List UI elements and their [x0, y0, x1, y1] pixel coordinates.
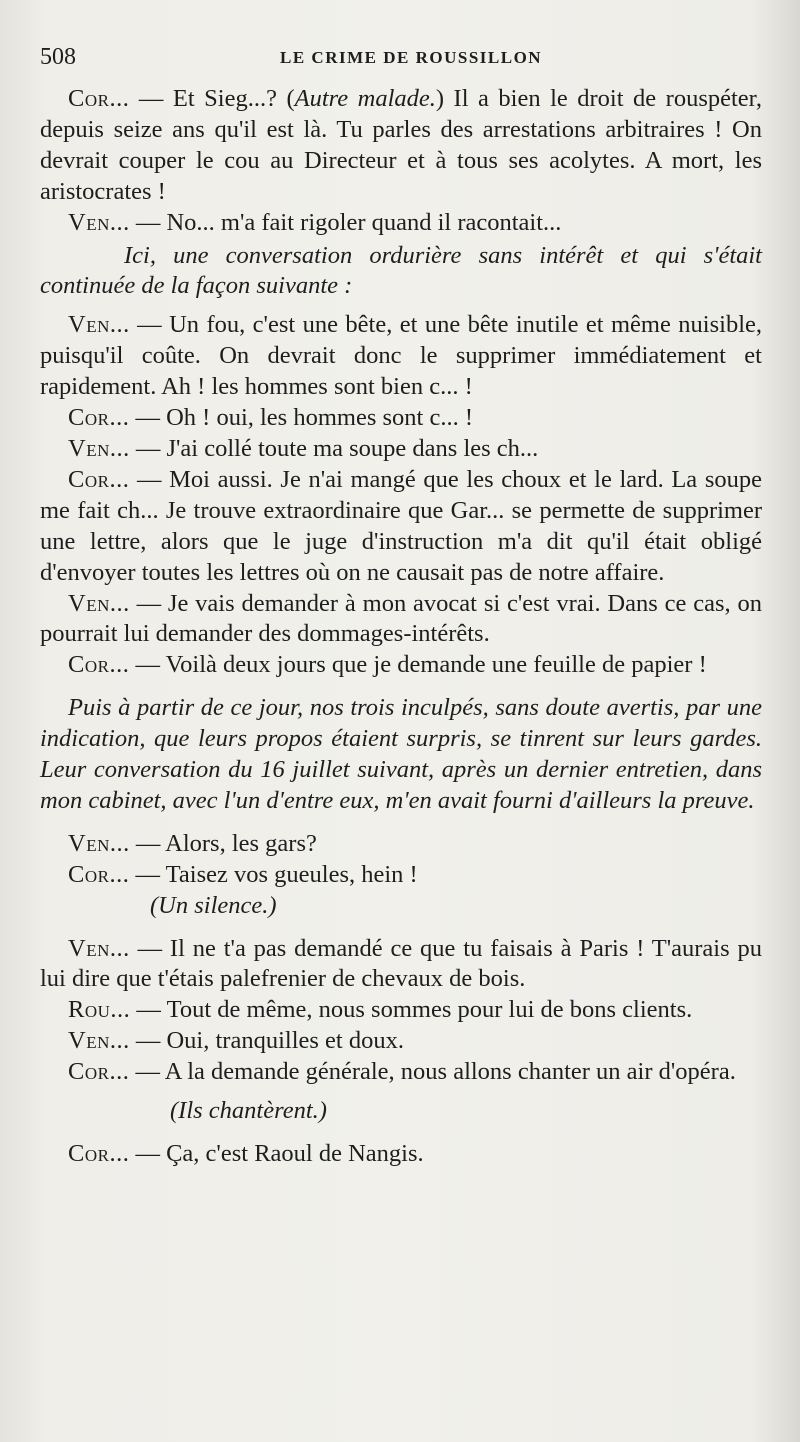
speaker: Ven...: [68, 589, 130, 617]
speaker: Cor...: [68, 651, 130, 679]
page-header: [40, 40, 760, 76]
dialogue-line: [40, 650, 762, 681]
speaker: Ven...: [68, 208, 130, 236]
stage-direction: (Ils chantèrent.): [170, 1097, 327, 1125]
dialogue-line: [40, 860, 762, 891]
spacer: [40, 1127, 762, 1139]
speaker: Ven...: [68, 1027, 130, 1055]
stage-direction: Ici, une conversation ordurière sans intérêt et qui s'était continuée de la façon suivante :: [40, 241, 762, 300]
dialogue-line: [40, 208, 762, 239]
line-text: — Tout de même, nous sommes pour lui de bons clients.: [130, 996, 693, 1024]
speaker: Cor...: [68, 85, 130, 112]
speaker: Cor...: [68, 465, 130, 493]
dialogue-line: [40, 403, 762, 434]
running-title: LE CRIME DE ROUSSILLON: [280, 48, 543, 67]
dialogue-line: [40, 84, 762, 208]
dialogue-line: [40, 465, 762, 589]
dialogue-line: [40, 1139, 762, 1170]
dialogue-line: [40, 1026, 762, 1057]
speaker: Cor...: [68, 1140, 130, 1167]
speaker: Cor...: [68, 404, 130, 432]
speaker: Ven...: [68, 934, 130, 962]
line-text: — Je vais demander à mon avocat si c'est vrai. Dans ce cas, on pourrait lui demander des dommages-intérêts.: [40, 589, 762, 648]
line-text: — Ça, c'est Raoul de Nangis.: [129, 1140, 424, 1167]
speaker: Rou...: [68, 996, 131, 1024]
dialogue-line: [40, 829, 762, 860]
spacer: [40, 1088, 762, 1096]
line-text: — Taisez vos gueules, hein !: [129, 860, 418, 888]
line-text: — Un fou, c'est une bête, et une bête inutile et même nuisible, puisqu'il coûte. On devrait donc le supprimer immédiatement et rapidement. Ah ! les hommes sont bien c... !: [40, 311, 762, 401]
dialogue-line: [40, 995, 762, 1026]
dialogue-line: [40, 589, 762, 651]
spacer: [40, 817, 762, 829]
spacer: [40, 681, 762, 693]
spacer: [40, 922, 762, 934]
speaker: Cor...: [68, 860, 130, 888]
stage-direction: (Un silence.): [150, 891, 277, 919]
line-text: — Oh ! oui, les hommes sont c... !: [129, 404, 473, 432]
speaker: Ven...: [68, 829, 130, 857]
line-text: — Oui, tranquilles et doux.: [129, 1027, 404, 1055]
speaker: Ven...: [68, 311, 130, 339]
line-text: — Moi aussi. Je n'ai mangé que les choux et le lard. La soupe me fait ch... Je trouve extraordinaire que Gar... se permette de supprimer une lettre, alors que le juge d'instruction m'a dit qu'il était obligé d'envoyer toutes les lettres où on ne causait pas de notre affaire.: [40, 465, 762, 586]
line-text: — A la demande générale, nous allons chanter un air d'opéra.: [129, 1058, 736, 1086]
line-text: — Et Sieg...? (: [129, 85, 295, 112]
line-text: — Voilà deux jours que je demande une feuille de papier !: [129, 651, 707, 679]
line-text: — No... m'a fait rigoler quand il racontait...: [129, 208, 562, 236]
dialogue-line: [40, 434, 762, 465]
speaker: Ven...: [68, 434, 130, 462]
stage-direction: Puis à partir de ce jour, nos trois inculpés, sans doute avertis, par une indication, que leurs propos étaient surpris, se tinrent sur leurs gardes. Leur conversation du 16 juillet suivant, après un dernier entretien, dans mon cabinet, avec l'un d'entre eux, m'en avait fourni d'ailleurs la preuve.: [40, 694, 762, 814]
page-number: 508: [40, 44, 76, 70]
stage-direction-inline: Autre malade.: [294, 85, 436, 112]
line-text: ) Il a bien le droit de rouspéter, depuis seize ans qu'il est là. Tu parles des arrestations arbitraires ! On devrait couper le cou au Directeur et à tous ses acolytes. A mort, les aristocrates !: [40, 85, 762, 205]
dialogue-line: [40, 310, 762, 403]
dialogue-line: [40, 934, 762, 996]
spacer: [40, 302, 762, 310]
line-text: — Il ne t'a pas demandé ce que tu faisais à Paris ! T'aurais pu lui dire que t'étais palefrenier de chevaux de bois.: [40, 934, 762, 993]
dialogue-line: [40, 1057, 762, 1088]
line-text: — J'ai collé toute ma soupe dans les ch...: [129, 434, 539, 462]
page-body: [40, 84, 762, 1170]
speaker: Cor...: [68, 1058, 130, 1086]
line-text: — Alors, les gars?: [129, 829, 317, 857]
